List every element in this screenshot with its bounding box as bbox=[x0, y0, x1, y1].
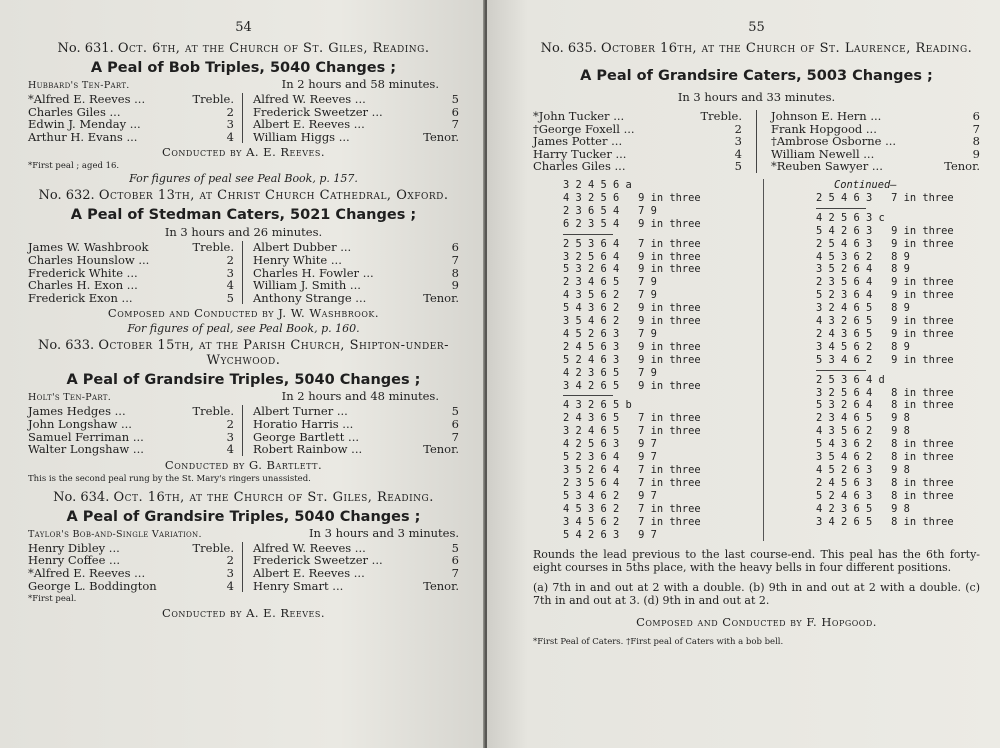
peal-conductor: Conducted by A. E. Reeves. bbox=[162, 145, 325, 160]
bell-number: Tenor. bbox=[423, 129, 459, 144]
peal-footnote: *First Peal of Caters. †First peal of Caters with a bob bell. bbox=[533, 637, 784, 648]
ringer-name: George Bartlett ... bbox=[253, 429, 360, 444]
ringer-row bbox=[28, 418, 234, 431]
peal-figures-ref: For figures of peal see Peal Book, p. 157. bbox=[129, 172, 358, 186]
peal-conductor: Composed and Conducted by J. W. Washbrook. bbox=[107, 306, 380, 321]
peal-633 bbox=[28, 338, 459, 483]
figure-row: 2 5 3 6 4 7 in three bbox=[563, 237, 701, 250]
ringer-name: Horatio Harris ... bbox=[253, 416, 354, 431]
ringer-name: Albert E. Reeves ... bbox=[253, 565, 365, 580]
page-number: 54 bbox=[235, 20, 252, 35]
ringer-name: James Hedges ... bbox=[28, 404, 126, 419]
peal-footnote: This is the second peal rung by the St. Mary's ringers unassisted. bbox=[28, 473, 311, 484]
ringer-name: Alfred W. Reeves ... bbox=[253, 540, 366, 555]
peal-heading bbox=[28, 338, 459, 368]
figures-column-right bbox=[764, 179, 954, 541]
peal-title: A Peal of Grandsire Caters, 5003 Changes ; bbox=[580, 68, 933, 84]
bell-number: 7 bbox=[451, 565, 459, 580]
peal-title: A Peal of Stedman Caters, 5021 Changes ; bbox=[70, 207, 417, 224]
peal-figures-ref: For figures of peal, see Peal Book, p. 160. bbox=[127, 322, 360, 336]
ringer-row bbox=[771, 160, 980, 173]
bell-number: 4 bbox=[226, 442, 234, 457]
ringer-name: *Alfred E. Reeves ... bbox=[28, 565, 146, 580]
figure-row: 5 3 2 6 4 9 in three bbox=[563, 263, 701, 276]
bell-number: Tenor. bbox=[423, 578, 459, 593]
figure-row: 3 2 4 5 6 a bbox=[563, 178, 632, 191]
ringer-name: †Ambrose Osborne ... bbox=[771, 134, 897, 149]
bell-number: 6 bbox=[451, 104, 459, 119]
bell-number: 8 bbox=[451, 265, 459, 280]
bell-number: 5 bbox=[226, 290, 234, 305]
peal-title: A Peal of Bob Triples, 5040 Changes ; bbox=[90, 60, 397, 76]
ringer-row bbox=[28, 118, 234, 131]
ringer-name: Frederick Sweetzer ... bbox=[253, 104, 383, 119]
peal-heading bbox=[28, 188, 459, 203]
bell-number: 2 bbox=[734, 121, 742, 136]
ringer-name: Arthur H. Evans ... bbox=[28, 129, 138, 144]
ringer-name: Henry Dibley ... bbox=[28, 540, 120, 555]
figure-row: 3 4 5 6 2 7 in three bbox=[563, 515, 701, 528]
ringer-name: William J. Smith ... bbox=[253, 278, 361, 293]
ringer-row bbox=[28, 131, 234, 144]
peal-number: No. 635. bbox=[540, 41, 597, 56]
peal-title: A Peal of Grandsire Triples, 5040 Changes ; bbox=[66, 372, 421, 389]
bell-number: Treble. bbox=[192, 92, 234, 106]
bell-number: 2 bbox=[226, 553, 234, 568]
figure-row: 2 3 5 6 4 7 in three bbox=[563, 476, 701, 489]
figure-row: 2 5 3 6 4 d bbox=[816, 373, 885, 386]
figure-row: 2 4 5 6 3 8 in three bbox=[816, 476, 954, 489]
course-divider bbox=[563, 234, 613, 235]
peal-time: In 3 hours and 26 minutes. bbox=[164, 225, 323, 240]
ringer-row bbox=[253, 418, 459, 431]
ringers-left bbox=[28, 405, 243, 455]
figures-continued: Continued— bbox=[834, 178, 897, 191]
bell-number: 4 bbox=[226, 578, 234, 593]
ringer-name: Henry Smart ... bbox=[253, 578, 344, 593]
peal-time: In 3 hours and 33 minutes. bbox=[677, 90, 836, 104]
bell-number: 2 bbox=[226, 252, 234, 267]
figure-row: 5 4 3 6 2 9 in three bbox=[563, 302, 701, 315]
peal-631 bbox=[28, 41, 459, 185]
peal-footnote: *First peal ; aged 16. bbox=[28, 161, 120, 172]
peal-number: No. 633. bbox=[37, 338, 95, 354]
figure-row: 3 2 4 6 5 8 9 bbox=[816, 302, 910, 315]
bell-number: 4 bbox=[226, 278, 234, 293]
figures-rows-right bbox=[816, 192, 954, 529]
figure-row: 3 5 2 6 4 7 in three bbox=[563, 464, 701, 476]
figure-row: 2 3 6 5 4 7 9 bbox=[563, 204, 657, 217]
right-page bbox=[487, 0, 1000, 748]
figure-row: 3 5 2 6 4 8 9 bbox=[816, 263, 910, 276]
peal-conductor: Conducted by A. E. Reeves. bbox=[162, 606, 325, 621]
ringer-row bbox=[253, 131, 459, 144]
peal-632 bbox=[28, 188, 459, 335]
bell-number: 7 bbox=[451, 117, 459, 132]
bell-number: 2 bbox=[226, 104, 234, 119]
course-divider bbox=[816, 208, 866, 209]
ringer-row bbox=[253, 279, 459, 292]
peal-heading bbox=[28, 41, 459, 56]
bell-number: 9 bbox=[451, 278, 459, 293]
figure-row: 2 5 4 6 3 7 in three bbox=[816, 191, 954, 204]
figure-row: 5 4 2 6 3 9 7 bbox=[563, 528, 657, 541]
ringer-name: Charles Giles ... bbox=[533, 159, 626, 174]
ringer-name: Edwin J. Menday ... bbox=[28, 117, 141, 132]
ringers-table bbox=[28, 93, 459, 143]
ringer-name: Henry Coffee ... bbox=[28, 553, 121, 568]
bell-number: 3 bbox=[226, 117, 234, 132]
ringer-name: Charles H. Exon ... bbox=[28, 278, 138, 293]
figure-row: 5 4 2 6 3 9 in three bbox=[816, 224, 954, 237]
ringer-row bbox=[533, 160, 742, 173]
ringer-row bbox=[28, 443, 234, 456]
ringers-right bbox=[243, 93, 459, 143]
bell-number: 6 bbox=[451, 553, 459, 568]
ringer-row bbox=[533, 110, 742, 123]
ringer-name: Harry Tucker ... bbox=[533, 146, 627, 161]
figure-row: 2 4 3 6 5 9 in three bbox=[816, 327, 954, 340]
ringer-name: *Alfred E. Reeves ... bbox=[28, 92, 146, 106]
ringers-table bbox=[28, 405, 459, 455]
figure-row: 5 3 2 6 4 8 in three bbox=[816, 399, 954, 412]
left-page bbox=[0, 0, 485, 748]
figure-row: 2 3 4 6 5 9 8 bbox=[816, 412, 910, 425]
ringers-right bbox=[243, 542, 459, 592]
ringer-name: Anthony Strange ... bbox=[253, 290, 367, 305]
figure-row: 3 4 5 6 2 8 9 bbox=[816, 340, 910, 353]
bell-number: 5 bbox=[734, 159, 742, 174]
figure-row: 4 3 2 6 5 9 in three bbox=[816, 315, 954, 328]
peal-method: Taylor's Bob-and-Single Variation. bbox=[28, 528, 202, 540]
ringer-name: Charles Hounslow ... bbox=[28, 252, 150, 267]
peal-date-place: Oct. 6th, at the Church of St. Giles, Reading. bbox=[117, 41, 430, 56]
figure-row: 4 5 3 6 2 8 9 bbox=[816, 250, 910, 263]
figure-row: 3 2 5 6 4 9 in three bbox=[563, 250, 701, 263]
figure-row: 4 2 3 6 5 7 9 bbox=[563, 366, 657, 379]
figure-row: 3 5 4 6 2 8 in three bbox=[816, 451, 954, 464]
ringer-name: Walter Longshaw ... bbox=[28, 442, 144, 457]
ringers-table bbox=[28, 542, 459, 592]
ringers-table bbox=[28, 241, 459, 304]
figure-row: 3 2 5 6 4 8 in three bbox=[816, 386, 954, 399]
ringers-table bbox=[533, 110, 980, 173]
ringer-name: Albert Dubber ... bbox=[253, 240, 352, 255]
figure-row: 2 4 3 6 5 7 in three bbox=[563, 412, 701, 425]
course-divider bbox=[563, 395, 613, 396]
bell-number: Tenor. bbox=[944, 159, 980, 174]
ringer-row bbox=[28, 292, 234, 305]
figure-row: 4 5 2 6 3 7 9 bbox=[563, 327, 657, 340]
ringers-left bbox=[28, 542, 243, 592]
peal-heading bbox=[28, 490, 459, 505]
figure-row: 4 2 5 6 3 c bbox=[816, 211, 885, 224]
bell-number: Treble. bbox=[192, 540, 234, 555]
ringer-row bbox=[771, 110, 980, 123]
ringer-name: Frederick White ... bbox=[28, 265, 138, 280]
peal-figures bbox=[533, 179, 980, 541]
ringer-row bbox=[253, 93, 459, 106]
bell-number: 5 bbox=[451, 404, 459, 419]
ringer-name: Albert Turner ... bbox=[253, 404, 348, 419]
ringer-name: Robert Rainbow ... bbox=[253, 442, 363, 457]
bell-number: 3 bbox=[226, 265, 234, 280]
ringer-row bbox=[253, 292, 459, 305]
ringer-name: Frederick Sweetzer ... bbox=[253, 553, 383, 568]
bell-number: 5 bbox=[451, 92, 459, 106]
ringer-row bbox=[533, 135, 742, 148]
peal-number: No. 631. bbox=[57, 41, 114, 56]
course-divider bbox=[816, 370, 866, 371]
bell-number: 2 bbox=[226, 416, 234, 431]
ringer-name: John Longshaw ... bbox=[28, 416, 132, 431]
peal-time: In 3 hours and 3 minutes. bbox=[309, 525, 459, 540]
ringer-row bbox=[28, 93, 234, 106]
ringer-name: Charles H. Fowler ... bbox=[253, 265, 374, 280]
peal-heading bbox=[533, 41, 980, 56]
peal-calls: (a) 7th in and out at 2 with a double. (b) 9th in and out at 2 with a double. (c) 7th in and out at 3. (d) 9th in and out at 2. bbox=[533, 581, 980, 607]
ringer-row bbox=[771, 135, 980, 148]
figure-row: 5 2 3 6 4 9 in three bbox=[816, 289, 954, 302]
ringer-name: Albert E. Reeves ... bbox=[253, 117, 365, 132]
ringer-row bbox=[253, 254, 459, 267]
figure-row: 5 4 3 6 2 8 in three bbox=[816, 438, 954, 451]
figure-row: 3 5 4 6 2 9 in three bbox=[563, 315, 701, 328]
peal-conductor: Composed and Conducted by F. Hopgood. bbox=[636, 615, 877, 630]
ringer-name: Alfred W. Reeves ... bbox=[253, 92, 366, 106]
figure-row: 4 2 5 6 3 9 7 bbox=[563, 438, 657, 451]
bell-number: 7 bbox=[451, 429, 459, 444]
figure-row: 3 4 2 6 5 9 in three bbox=[563, 379, 701, 392]
peal-634 bbox=[28, 490, 459, 620]
peal-time: In 2 hours and 58 minutes. bbox=[281, 77, 439, 91]
bell-number: 6 bbox=[972, 109, 980, 123]
bell-number: 6 bbox=[451, 416, 459, 431]
figure-row: 3 2 4 6 5 7 in three bbox=[563, 425, 701, 438]
bell-number: 8 bbox=[972, 134, 980, 149]
figure-row: 2 4 5 6 3 9 in three bbox=[563, 340, 701, 353]
ringer-name: Samuel Ferriman ... bbox=[28, 429, 144, 444]
ringers-right bbox=[243, 241, 459, 304]
ringer-row bbox=[28, 254, 234, 267]
ringer-name: William Newell ... bbox=[771, 146, 875, 161]
ringers-left bbox=[533, 110, 757, 173]
figure-row: 2 3 5 6 4 9 in three bbox=[816, 276, 954, 289]
ringers-right bbox=[757, 110, 980, 173]
bell-number: 3 bbox=[734, 134, 742, 149]
bell-number: 6 bbox=[451, 240, 459, 255]
bell-number: 4 bbox=[734, 146, 742, 161]
bell-number: 5 bbox=[451, 540, 459, 555]
figure-row: 4 3 2 5 6 9 in three bbox=[563, 191, 701, 204]
peal-date-place: October 16th, at the Church of St. Laurence, Reading. bbox=[601, 41, 973, 56]
figure-row: 4 3 2 6 5 b bbox=[563, 399, 632, 412]
bell-number: Tenor. bbox=[423, 442, 459, 457]
ringer-row bbox=[28, 279, 234, 292]
figure-row: 5 2 4 6 3 8 in three bbox=[816, 489, 954, 502]
ringer-name: †George Foxell ... bbox=[533, 121, 635, 136]
figure-row: 4 5 3 6 2 7 in three bbox=[563, 502, 701, 515]
ringer-name: William Higgs ... bbox=[253, 129, 350, 144]
peal-number: No. 632. bbox=[38, 188, 95, 204]
ringer-row bbox=[253, 118, 459, 131]
ringer-name: Henry White ... bbox=[253, 252, 342, 267]
ringers-left bbox=[28, 241, 243, 304]
bell-number: 7 bbox=[972, 121, 980, 136]
peal-footnote: *First peal. bbox=[28, 594, 77, 605]
ringer-name: James W. Washbrook bbox=[28, 240, 149, 255]
peal-method: Hubbard's Ten-Part. bbox=[28, 80, 130, 91]
figure-row: 5 3 4 6 2 9 7 bbox=[563, 489, 657, 502]
figure-row: 6 2 3 5 4 9 in three bbox=[563, 217, 701, 230]
peal-date-place: October 15th, at the Parish Church, Shipton-under-Wychwood. bbox=[98, 338, 449, 369]
ringer-name: Charles Giles ... bbox=[28, 104, 121, 119]
ringer-name: Frank Hopgood ... bbox=[771, 121, 877, 136]
ringer-row bbox=[253, 567, 459, 580]
bell-number: Treble. bbox=[700, 109, 742, 123]
figure-row: 5 3 4 6 2 9 in three bbox=[816, 353, 954, 366]
figure-row: 4 5 2 6 3 9 8 bbox=[816, 464, 910, 476]
figure-row: 2 3 4 6 5 7 9 bbox=[563, 276, 657, 289]
bell-number: 3 bbox=[226, 429, 234, 444]
bell-number: 9 bbox=[972, 146, 980, 161]
bell-number: 4 bbox=[226, 129, 234, 144]
peal-method: Holt's Ten-Part. bbox=[28, 392, 112, 404]
bell-number: Treble. bbox=[192, 404, 234, 419]
ringer-name: *Reuben Sawyer ... bbox=[771, 159, 883, 174]
peal-date-place: October 13th, at Christ Church Cathedral, Oxford. bbox=[98, 188, 449, 204]
figure-row: 2 5 4 6 3 9 in three bbox=[816, 237, 954, 250]
figure-row: 4 2 3 6 5 9 8 bbox=[816, 502, 910, 515]
figures-column-left bbox=[533, 179, 764, 541]
peal-conductor: Conducted by G. Bartlett. bbox=[164, 457, 323, 472]
ringer-name: *John Tucker ... bbox=[533, 109, 625, 123]
bell-number: Tenor. bbox=[423, 290, 459, 305]
figure-row: 4 3 5 6 2 7 9 bbox=[563, 289, 657, 302]
peal-time: In 2 hours and 48 minutes. bbox=[281, 389, 439, 404]
ringer-name: Johnson E. Hern ... bbox=[771, 109, 882, 123]
bell-number: Treble. bbox=[192, 240, 234, 255]
peal-remark: Rounds the lead previous to the last course-end. This peal has the 6th forty-eight courses in 5ths place, with the heavy bells in four different positions. bbox=[533, 548, 980, 574]
ringer-name: George L. Boddington bbox=[28, 578, 157, 593]
ringers-left bbox=[28, 93, 243, 143]
ringer-name: James Potter ... bbox=[533, 134, 623, 149]
bell-number: 7 bbox=[451, 252, 459, 267]
figure-row: 4 3 5 6 2 9 8 bbox=[816, 425, 910, 438]
ringers-right bbox=[243, 405, 459, 455]
peal-number: No. 634. bbox=[53, 489, 110, 505]
figure-row: 3 4 2 6 5 8 in three bbox=[816, 515, 954, 528]
ringer-row bbox=[28, 580, 234, 593]
peal-title: A Peal of Grandsire Triples, 5040 Changes ; bbox=[66, 508, 421, 525]
ringer-row bbox=[28, 567, 234, 580]
peal-date-place: Oct. 16th, at the Church of St. Giles, Reading. bbox=[113, 489, 434, 505]
ringer-row bbox=[253, 443, 459, 456]
ringer-row bbox=[253, 580, 459, 593]
figure-row: 5 2 3 6 4 9 7 bbox=[563, 451, 657, 464]
ringer-name: Frederick Exon ... bbox=[28, 290, 133, 305]
page-number: 55 bbox=[748, 20, 765, 35]
figure-row: 5 2 4 6 3 9 in three bbox=[563, 353, 701, 366]
bell-number: 3 bbox=[226, 565, 234, 580]
